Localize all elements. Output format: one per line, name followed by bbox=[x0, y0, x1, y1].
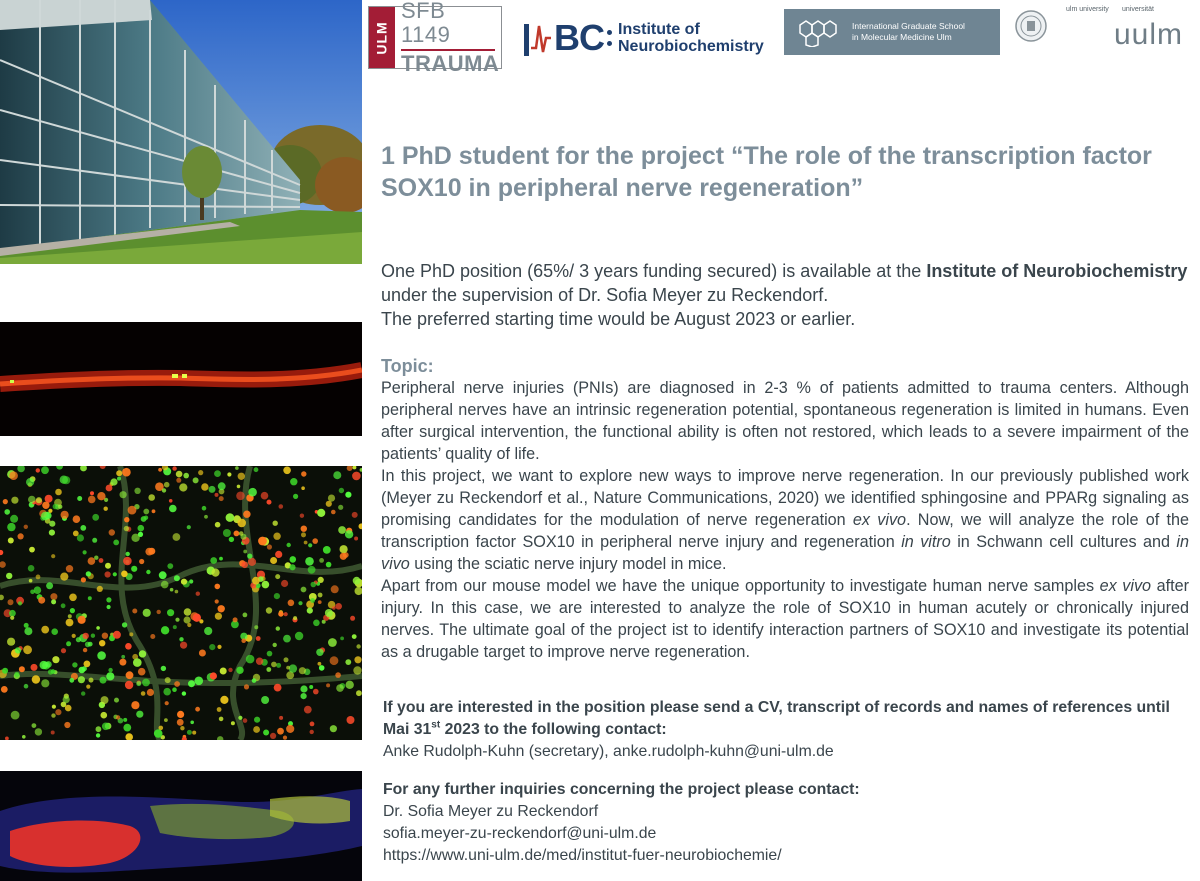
tissue-section-image bbox=[0, 771, 362, 881]
igs-line2: in Molecular Medicine Ulm bbox=[852, 32, 952, 42]
igs-line1: International Graduate School bbox=[852, 21, 965, 31]
sfb-ulm-text: ULM bbox=[374, 20, 391, 55]
uulm-wordmark: uulm bbox=[1114, 18, 1184, 51]
intro-line-1: One PhD position (65%/ 3 years funding secured) is available at the Institute of Neurobiochemistry bbox=[381, 261, 1188, 281]
ibc-name-line2: Neurobiochemistry bbox=[618, 38, 764, 55]
sfb-number: SFB 1149 bbox=[401, 0, 495, 51]
intro-line-2: under the supervision of Dr. Sofia Meyer zu Reckendorf. bbox=[381, 285, 829, 305]
apply-instructions-line2: Mai 31st 2023 to the following contact: bbox=[383, 719, 667, 738]
inquiry-email-link[interactable]: sofia.meyer-zu-reckendorf@uni-ulm.de bbox=[383, 825, 657, 842]
inquiry-website-link[interactable]: https://www.uni-ulm.de/med/institut-fuer-neurobiochemie/ bbox=[383, 847, 782, 864]
building-photo bbox=[0, 0, 362, 264]
topic-heading: Topic: bbox=[381, 356, 434, 376]
igs-logo bbox=[784, 9, 1000, 55]
ibc-letters: BC bbox=[554, 17, 604, 58]
inquiry-name: Dr. Sofia Meyer zu Reckendorf bbox=[383, 803, 599, 820]
molecule-icon bbox=[794, 17, 840, 47]
ibc-logo bbox=[522, 16, 764, 60]
ibc-name-line1: Institute of bbox=[618, 21, 700, 38]
cell-staining-image bbox=[0, 466, 362, 740]
topic-paragraph-2: In this project, we want to explore new ways to improve nerve regeneration. In our previously published work (Meyer zu Reckendorf et al., Nature Communications, 2020) we identified sphingosine and PPARg signaling as promising candidates for the modulation of nerve regeneration ex vivo. Now, we will analyze the role of the transcription factor SOX10 in peripheral nerve injury and regeneration in vitro in Schwann cell cultures and in vivo using the sciatic nerve injury model in mice. bbox=[381, 467, 1189, 573]
university-seal-icon bbox=[1014, 9, 1048, 43]
uulm-small-right: universität bbox=[1122, 6, 1154, 13]
sfb-trauma: TRAUMA bbox=[401, 50, 500, 76]
sfb-trauma-logo bbox=[368, 0, 502, 76]
apply-instructions-line1: If you are interested in the position please send a CV, transcript of records and names of references until bbox=[383, 699, 1170, 716]
inquiry-heading: For any further inquiries concerning the project please contact: bbox=[383, 781, 860, 798]
uulm-logo bbox=[1062, 6, 1198, 56]
ibc-signal-icon bbox=[522, 18, 552, 58]
topic-section bbox=[381, 355, 1189, 663]
uulm-small-left: ulm university bbox=[1066, 6, 1109, 13]
contact-section bbox=[383, 697, 1189, 867]
intro-section bbox=[381, 259, 1189, 331]
institute-name: Institute of Neurobiochemistry bbox=[926, 261, 1188, 281]
page-title: 1 PhD student for the project “The role of the transcription factor SOX10 in peripheral nerve regeneration” bbox=[381, 142, 1152, 202]
logo-bar bbox=[362, 0, 1200, 80]
nerve-fluorescence-image bbox=[0, 322, 362, 436]
job-posting bbox=[381, 140, 1189, 663]
topic-paragraph-3: Apart from our mouse model we have the unique opportunity to investigate human nerve samples ex vivo after injury. In this case, we are interested to analyze the role of SOX10 in human acutely or chronically injured nerves. The ultimate goal of the project ist to identify interaction partners of SOX10 and investigate its potential as a drugable target to improve nerve regeneration. bbox=[381, 577, 1189, 661]
image-column bbox=[0, 0, 362, 881]
apply-contact-person[interactable]: Anke Rudolph-Kuhn (secretary), anke.rudolph-kuhn@uni-ulm.de bbox=[383, 743, 834, 760]
topic-paragraph-1: Peripheral nerve injuries (PNIs) are diagnosed in 2-3 % of patients admitted to trauma centers. Although peripheral nerves have an intrinsic regeneration potential, spontaneous regeneration is limited in humans. Even after surgical intervention, the functional ability is often not restored, which leads to a severe impairment of the patients’ quality of life. bbox=[381, 379, 1189, 463]
intro-line-3: The preferred starting time would be August 2023 or earlier. bbox=[381, 309, 856, 329]
